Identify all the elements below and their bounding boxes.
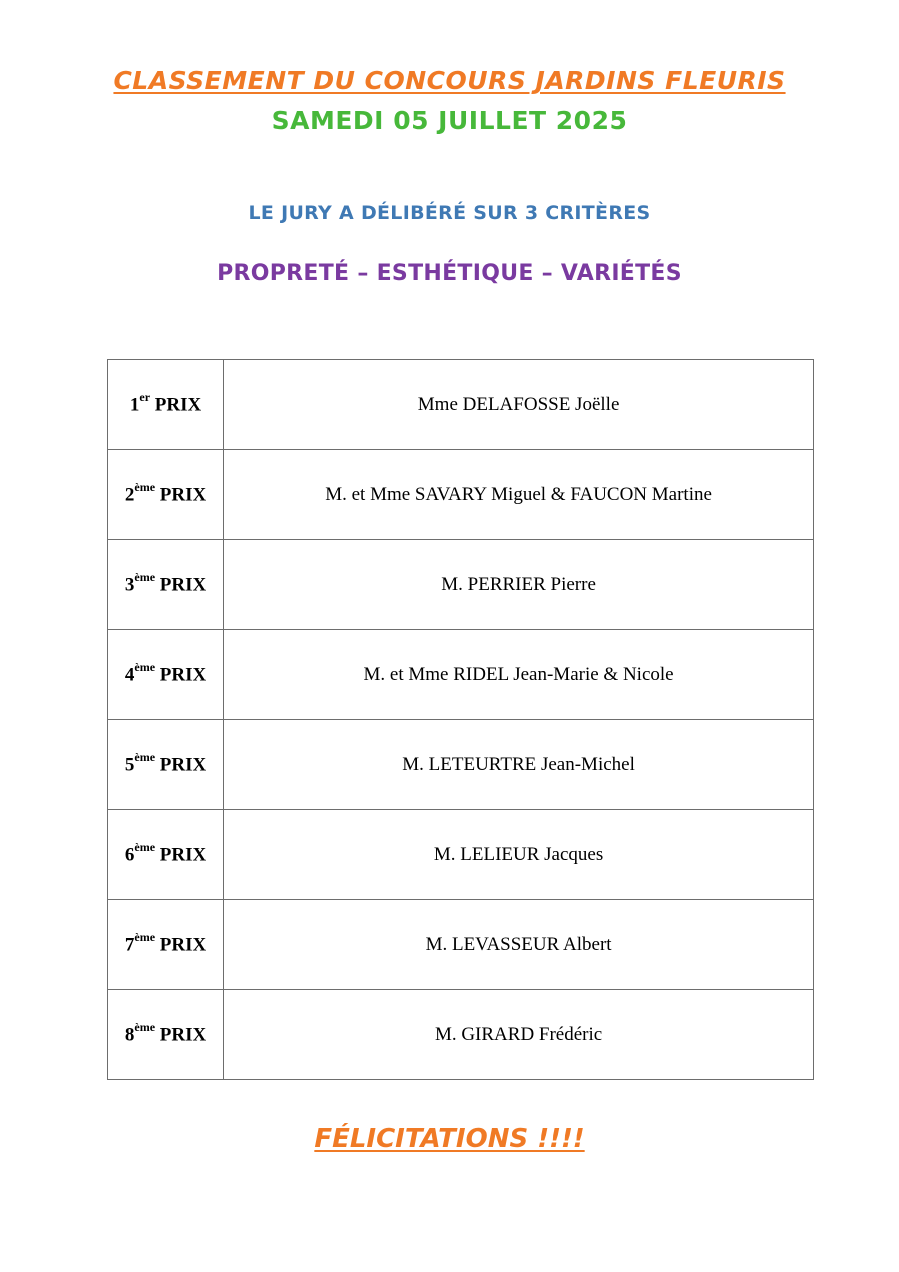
prize-rank: 4ème PRIX [108, 630, 224, 720]
table-row [108, 540, 814, 630]
prize-ranking-table [107, 359, 814, 1080]
prize-winner: M. LEVASSEUR Albert [224, 900, 814, 990]
prize-winner: M. LELIEUR Jacques [224, 810, 814, 900]
prize-winner: Mme DELAFOSSE Joëlle [224, 360, 814, 450]
event-date: SAMEDI 05 JUILLET 2025 [271, 106, 628, 135]
prize-rank: 1er PRIX [108, 360, 224, 450]
table-row [108, 720, 814, 810]
prize-rank: 8ème PRIX [108, 990, 224, 1080]
page-title: CLASSEMENT DU CONCOURS JARDINS FLEURIS [113, 66, 786, 95]
prize-rank: 6ème PRIX [108, 810, 224, 900]
congratulations-text: FÉLICITATIONS !!!! [314, 1124, 585, 1154]
prize-rank: 5ème PRIX [108, 720, 224, 810]
table-row [108, 360, 814, 450]
table-row [108, 450, 814, 540]
jury-statement: LE JURY A DÉLIBÉRÉ SUR 3 CRITÈRES [248, 202, 651, 224]
table-row [108, 630, 814, 720]
prize-rank: 3ème PRIX [108, 540, 224, 630]
prize-winner: M. et Mme SAVARY Miguel & FAUCON Martine [224, 450, 814, 540]
prize-rank: 7ème PRIX [108, 900, 224, 990]
prize-rank: 2ème PRIX [108, 450, 224, 540]
table-row [108, 990, 814, 1080]
table-row [108, 900, 814, 990]
prize-winner: M. GIRARD Frédéric [224, 990, 814, 1080]
prize-winner: M. et Mme RIDEL Jean-Marie & Nicole [224, 630, 814, 720]
prize-winner: M. LETEURTRE Jean-Michel [224, 720, 814, 810]
criteria-list: PROPRETÉ – ESTHÉTIQUE – VARIÉTÉS [217, 261, 682, 286]
prize-winner: M. PERRIER Pierre [224, 540, 814, 630]
table-row [108, 810, 814, 900]
